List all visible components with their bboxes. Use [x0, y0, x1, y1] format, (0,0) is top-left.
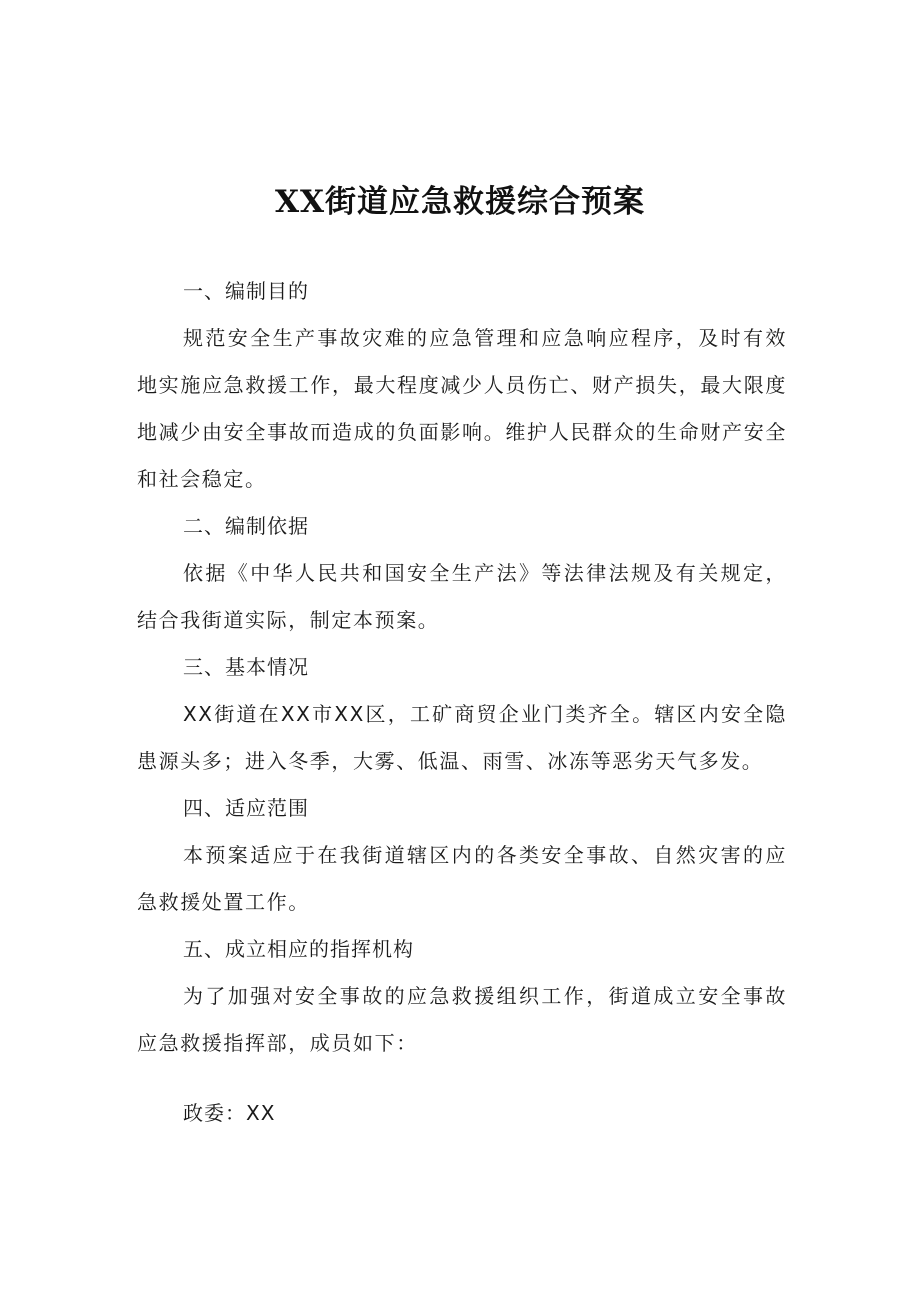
document-title: XX街道应急救援综合预案	[274, 184, 646, 220]
section-paragraph-3: XX街道在XX市XX区，工矿商贸企业门类齐全。辖区内安全隐患源头多；进入冬季，大雾、低温、雨雪、冰冻等恶劣天气多发。	[137, 702, 787, 773]
section-heading-3: 三、基本情况	[183, 655, 309, 679]
section-heading-5: 五、成立相应的指挥机构	[183, 937, 414, 961]
section-paragraph-2: 依据《中华人民共和国安全生产法》等法律法规及有关规定，结合我街道实际，制定本预案。	[137, 561, 787, 632]
section-paragraph-4: 本预案适应于在我街道辖区内的各类安全事故、自然灾害的应急救援处置工作。	[137, 843, 787, 914]
section-heading-1: 一、编制目的	[183, 279, 309, 303]
section-paragraph-1: 规范安全生产事故灾难的应急管理和应急响应程序，及时有效地实施应急救援工作，最大程度减少人员伤亡、财产损失，最大限度地减少由安全事故而造成的负面影响。维护人民群众的生命财产安全和社会稳定。	[137, 326, 787, 491]
section-heading-2: 二、编制依据	[183, 514, 309, 538]
section-heading-4: 四、适应范围	[183, 796, 309, 820]
section-paragraph-5: 为了加强对安全事故的应急救援组织工作，街道成立安全事故应急救援指挥部，成员如下：	[137, 984, 787, 1055]
member-entry: 政委：XX	[183, 1101, 276, 1125]
